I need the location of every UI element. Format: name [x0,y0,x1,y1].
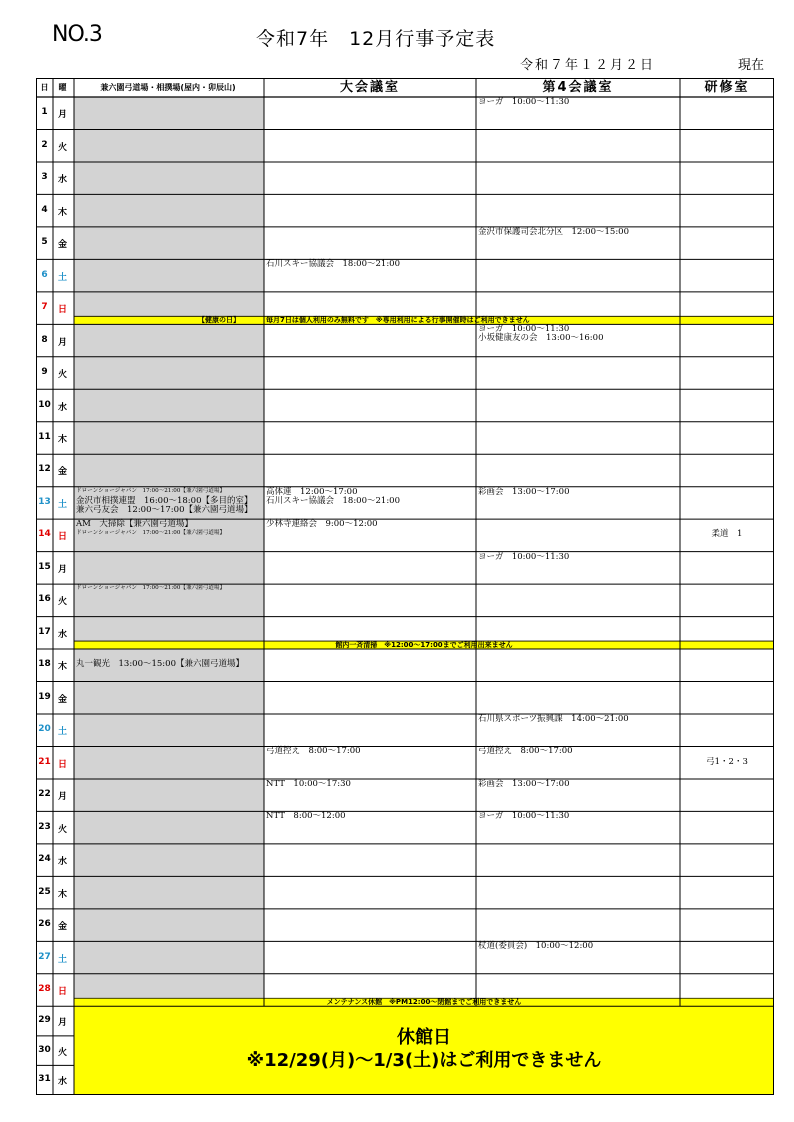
weekday-label: 月 [57,564,67,575]
weekday-label: 土 [57,727,67,738]
event-entry: 彩画会 13:00～17:00 [478,778,570,789]
weekday-label: 日 [57,305,67,316]
day-number: 15 [38,561,51,572]
day-number: 9 [41,367,48,378]
weekday-label: 木 [57,434,67,445]
event-entry: AM 大掃除【兼六園弓道場】 [76,519,193,530]
weekday-label: 金 [57,467,67,478]
event-entry: 彩画会 13:00～17:00 [478,486,570,497]
day-number: 21 [38,756,51,767]
day-number: 11 [38,431,51,442]
event-entry: 少林寺連絡会 9:00～12:00 [266,519,378,530]
weekday-label: 水 [57,857,67,868]
day-number: 7 [41,302,48,313]
event-entry: 小坂健康友の会 13:00～16:00 [478,333,604,344]
day-number: 2 [41,139,48,150]
day-number: 29 [38,1015,51,1026]
weekday-label: 木 [57,662,67,673]
event-entry: 石川県スポーツ振興課 14:00～21:00 [478,714,629,724]
day-number: 17 [38,626,51,637]
day-number: 4 [41,204,48,215]
weekday-label: 月 [57,110,67,121]
day-number: 31 [38,1074,51,1085]
day-number: 25 [38,886,51,897]
document-number: NO.3 [52,22,102,47]
event-entry: NTT 8:00～12:00 [266,811,346,822]
weekday-label: 水 [57,629,67,640]
day-number: 30 [38,1044,51,1055]
weekday-label: 土 [57,954,67,965]
header-large-hall: 大会議室 [339,80,400,95]
weekday-label: 金 [57,922,67,933]
day-number: 20 [38,724,51,735]
weekday-label: 火 [57,597,67,608]
weekday-label: 火 [57,1047,67,1058]
day-number: 28 [38,984,51,995]
event-entry: ヨーガ 10:00～11:30 [478,324,570,335]
event-entry: 兼六弓友会 12:00～17:00【兼六園弓道場】 [76,504,253,515]
closure-subtitle: ※12/29(月)～1/3(土)はご利用できません [246,1050,602,1071]
page-title: 令和7年 12月行事予定表 [256,28,496,50]
event-entry: ドローンショージャパン 17:00～21:00【兼六園弓道場】 [76,487,226,494]
notice-banner: 館内一斉清掃 ※12:00～17:00までご利用出来ません [335,640,513,649]
event-entry: ヨーガ 10:00～11:30 [478,551,570,562]
event-entry: ヨーガ 10:00～11:30 [478,811,570,822]
header-day: 日 [40,83,49,92]
notice-text: 毎月7日は個人利用のみ無料です ※専用利用による行事開催時はご利用できません [266,315,530,324]
day-number: 19 [38,691,51,702]
event-entry: 丸一観光 13:00～15:00【兼六園弓道場】 [76,659,244,670]
weekday-label: 水 [57,1077,67,1088]
day-number: 12 [38,464,51,475]
day-number: 16 [38,594,51,605]
notice-banner: メンテナンス休館 ※PM12:00～閉館までご利用できません [326,997,522,1006]
event-entry: 柔道 1 [711,529,743,540]
day-number: 5 [41,237,48,248]
weekday-label: 土 [57,272,67,283]
weekday-label: 火 [57,142,67,153]
event-entry: 弓道控え 8:00～17:00 [478,746,573,757]
weekday-label: 月 [57,792,67,803]
header-room4: 第4会議室 [542,80,614,95]
as-of-date: 令和７年１２月２日 [520,58,656,73]
day-number: 27 [38,951,51,962]
weekday-label: 日 [57,987,67,998]
header-training-room: 研修室 [704,80,750,95]
day-number: 22 [38,789,51,800]
event-entry: NTT 10:00～17:30 [266,778,351,789]
day-number: 1 [41,107,48,118]
weekday-label: 金 [57,694,67,705]
weekday-label: 火 [57,370,67,381]
event-entry: 杖道(委員会) 10:00～12:00 [478,941,594,952]
closure-title: 休館日 [397,1027,451,1048]
event-entry: 金沢市保護司会北分区 12:00～15:00 [478,226,629,237]
day-number: 8 [41,334,48,345]
day-number: 24 [38,854,51,865]
schedule-table [36,78,774,1095]
weekday-label: 水 [57,175,67,186]
weekday-label: 水 [57,402,67,413]
event-entry: 石川スキー協議会 18:00～21:00 [266,259,400,270]
weekday-label: 日 [57,532,67,543]
day-number: 26 [38,919,51,930]
event-entry: ヨーガ 10:00～11:30 [478,97,570,107]
event-entry: ドローンショージャパン 17:00～21:00【兼六園弓道場】 [76,585,226,592]
weekday-label: 木 [57,889,67,900]
header-venue: 兼六園弓道場・相撲場(屋内・卯辰山) [100,83,236,92]
day-number: 23 [38,821,51,832]
weekday-label: 金 [57,240,67,251]
weekday-label: 日 [57,759,67,770]
day-number: 3 [41,172,48,183]
event-entry: 弓道控え 8:00～17:00 [266,746,361,757]
day-number: 13 [38,496,51,507]
event-entry: ドローンショージャパン 17:00～21:00【兼六園弓道場】 [76,530,226,537]
day-number: 14 [38,529,51,540]
day-number: 10 [38,399,51,410]
weekday-label: 土 [57,499,67,510]
event-entry: 弓1・2・3 [706,756,748,767]
event-entry: 石川スキー協議会 18:00～21:00 [266,495,400,506]
day-number: 6 [41,269,48,280]
header-weekday: 曜 [58,83,67,92]
day-number: 18 [38,659,51,670]
weekday-label: 月 [57,337,67,348]
event-entry: 高体連 12:00～17:00 [266,486,358,497]
weekday-label: 火 [57,824,67,835]
weekday-label: 木 [57,207,67,218]
notice-label: 【健康の日】 [198,315,240,324]
weekday-label: 月 [57,1018,67,1029]
as-of-label: 現在 [738,58,765,73]
event-entry: 金沢市相撲連盟 16:00～18:00【多目的室】 [76,495,253,506]
